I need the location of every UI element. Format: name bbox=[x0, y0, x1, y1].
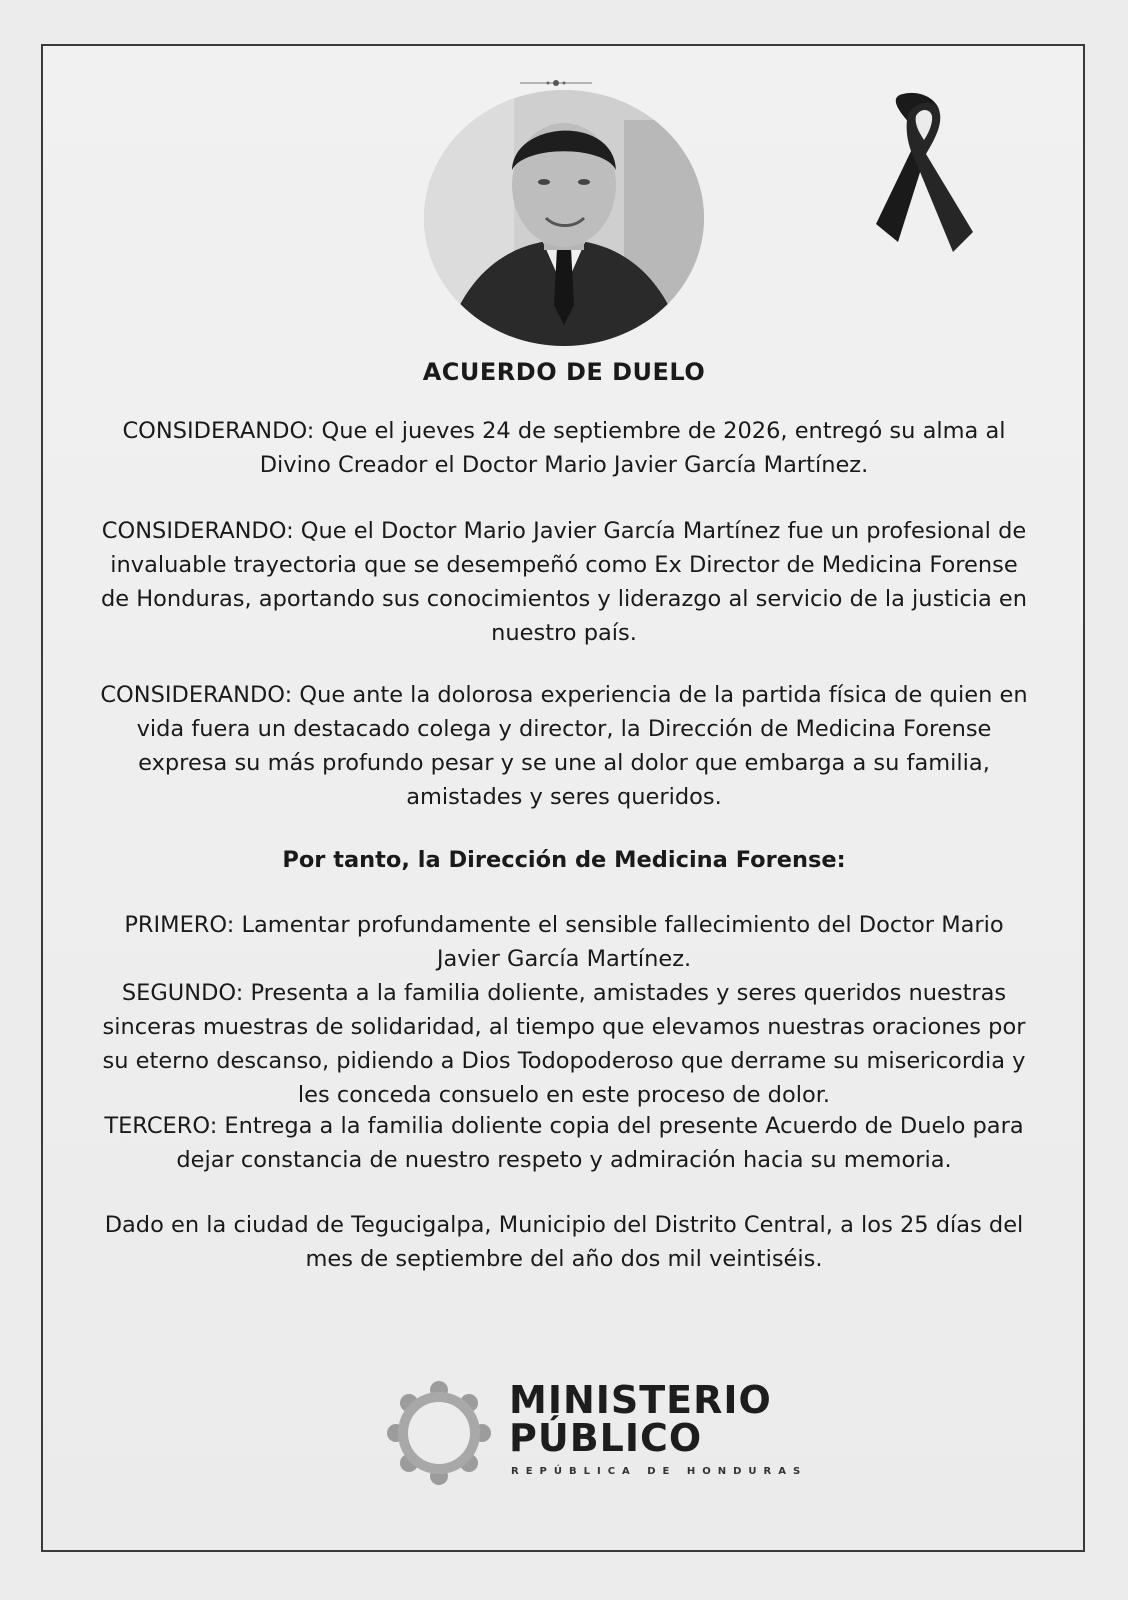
resolution-segundo: SEGUNDO: Presenta a la familia doliente, amistades y seres queridos nuestras sinceras muestras de solidaridad, al tiempo que elevamos nuestras oraciones por su eterno descanso, pidiendo a Dios Todopoderoso que derrame su misericordia y les conceda consuelo en este proceso de dolor. bbox=[102, 980, 1026, 1108]
ornament-divider bbox=[520, 78, 592, 88]
resolution-tercero: TERCERO: Entrega a la familia doliente copia del presente Acuerdo de Duelo para dejar constancia de nuestro respeto y admiración hacia su memoria. bbox=[104, 1113, 1024, 1173]
closing-paragraph: Dado en la ciudad de Tegucigalpa, Municipio del Distrito Central, a los 25 días del mes de septiembre del año dos mil veintiséis. bbox=[104, 1212, 1024, 1272]
ministerio-publico-emblem-icon bbox=[384, 1378, 494, 1488]
considerando-paragraph-1: CONSIDERANDO: Que el jueves 24 de septiembre de 2026, entregó su alma al Divino Creador el Doctor Mario Javier García Martínez. bbox=[122, 418, 1006, 478]
ministerio-publico-logo bbox=[384, 1374, 808, 1484]
considerando-paragraph-3: CONSIDERANDO: Que ante la dolorosa experiencia de la partida física de quien en vida fuera un destacado colega y director, la Dirección de Medicina Forense expresa su más profundo pesar y se une al dolor que embarga a su familia, amistades y seres queridos. bbox=[100, 682, 1028, 810]
document-title: ACUERDO DE DUELO bbox=[422, 358, 706, 386]
resolution-primero: PRIMERO: Lamentar profundamente el sensible fallecimiento del Doctor Mario Javier García Martínez. bbox=[124, 912, 1004, 972]
logo-subtitle: REPÚBLICA DE HONDURAS bbox=[511, 1466, 808, 1477]
logo-line-1: MINISTERIO bbox=[509, 1378, 772, 1422]
resolution-heading: Por tanto, la Dirección de Medicina Forense: bbox=[282, 847, 846, 873]
portrait-photo bbox=[424, 90, 704, 346]
mourning-ribbon-icon bbox=[858, 92, 998, 268]
logo-line-2: PÚBLICO bbox=[509, 1416, 703, 1460]
considerando-paragraph-2: CONSIDERANDO: Que el Doctor Mario Javier García Martínez fue un profesional de invaluable trayectoria que se desempeñó como Ex Director de Medicina Forense de Honduras, aportando sus conocimientos y liderazgo al servicio de la justicia en nuestro país. bbox=[100, 518, 1028, 646]
